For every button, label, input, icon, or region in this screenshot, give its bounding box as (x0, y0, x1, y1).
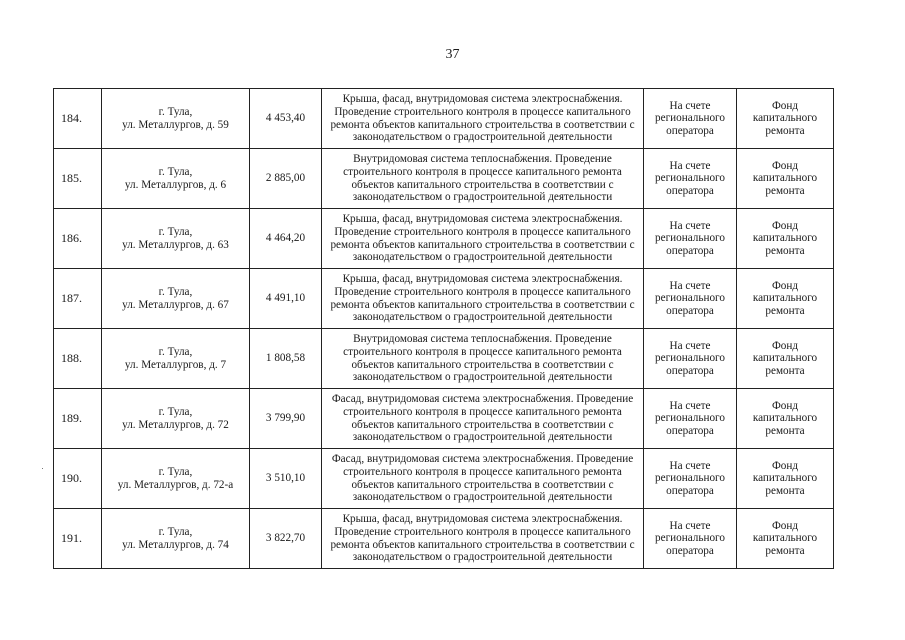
works-table (53, 88, 834, 569)
address-street: ул. Металлургов, д. 72 (122, 418, 229, 431)
works-cell: Фасад, внутридомовая система электроснабжения. Проведение строительного контроля в процессе капитального ремонта объектов капитального строительства в соответствии с законодательством о градостроительной деятельности (322, 389, 644, 449)
scan-speck (42, 468, 43, 469)
table-row (54, 509, 834, 569)
address-cell (102, 209, 250, 269)
area-cell: 4 464,20 (250, 209, 322, 269)
account-cell: На счете регионального оператора (644, 329, 737, 389)
account-cell: На счете регионального оператора (644, 389, 737, 449)
address-street: ул. Металлургов, д. 72-а (117, 478, 234, 491)
page-number: 37 (445, 47, 460, 62)
works-cell: Крыша, фасад, внутридомовая система электроснабжения. Проведение строительного контроля в процессе капитального ремонта объектов капитального строительства в соответствии с законодательством о градостроительной деятельности (322, 209, 644, 269)
address-cell (102, 89, 250, 149)
address-city: г. Тула, (158, 345, 193, 358)
table-row (54, 209, 834, 269)
address-city: г. Тула, (158, 525, 193, 538)
area-cell: 3 510,10 (250, 449, 322, 509)
area-cell: 1 808,58 (250, 329, 322, 389)
table-row (54, 329, 834, 389)
address-cell (102, 449, 250, 509)
account-cell: На счете регионального оператора (644, 89, 737, 149)
address-city: г. Тула, (158, 165, 193, 178)
address-city: г. Тула, (158, 285, 193, 298)
works-cell: Внутридомовая система теплоснабжения. Проведение строительного контроля в процессе капитального ремонта объектов капитального строительства в соответствии с законодательством о градостроительной деятельности (322, 149, 644, 209)
address-street: ул. Металлургов, д. 63 (122, 238, 229, 251)
account-cell: На счете регионального оператора (644, 449, 737, 509)
address-city: г. Тула, (158, 405, 193, 418)
address-city: г. Тула, (158, 465, 193, 478)
address-cell (102, 509, 250, 569)
address-cell (102, 269, 250, 329)
area-cell: 4 453,40 (250, 89, 322, 149)
area-cell: 3 799,90 (250, 389, 322, 449)
row-number: 187. (54, 269, 102, 329)
address-street: ул. Металлургов, д. 6 (124, 178, 227, 191)
address-street: ул. Металлургов, д. 59 (122, 118, 229, 131)
area-cell: 2 885,00 (250, 149, 322, 209)
fund-cell: Фонд капитального ремонта (737, 329, 834, 389)
works-cell: Фасад, внутридомовая система электроснабжения. Проведение строительного контроля в процессе капитального ремонта объектов капитального строительства в соответствии с законодательством о градостроительной деятельности (322, 449, 644, 509)
works-cell: Внутридомовая система теплоснабжения. Проведение строительного контроля в процессе капитального ремонта объектов капитального строительства в соответствии с законодательством о градостроительной деятельности (322, 329, 644, 389)
address-street: ул. Металлургов, д. 67 (122, 298, 229, 311)
row-number: 191. (54, 509, 102, 569)
address-street: ул. Металлургов, д. 74 (122, 538, 229, 551)
address-city: г. Тула, (158, 225, 193, 238)
fund-cell: Фонд капитального ремонта (737, 389, 834, 449)
row-number: 184. (54, 89, 102, 149)
address-cell (102, 149, 250, 209)
fund-cell: Фонд капитального ремонта (737, 449, 834, 509)
address-cell (102, 389, 250, 449)
table-row (54, 149, 834, 209)
table-row (54, 269, 834, 329)
row-number: 189. (54, 389, 102, 449)
row-number: 190. (54, 449, 102, 509)
table-row (54, 89, 834, 149)
account-cell: На счете регионального оператора (644, 509, 737, 569)
address-cell (102, 329, 250, 389)
table-row (54, 449, 834, 509)
fund-cell: Фонд капитального ремонта (737, 509, 834, 569)
account-cell: На счете регионального оператора (644, 149, 737, 209)
works-cell: Крыша, фасад, внутридомовая система электроснабжения. Проведение строительного контроля в процессе капитального ремонта объектов капитального строительства в соответствии с законодательством о градостроительной деятельности (322, 269, 644, 329)
row-number: 185. (54, 149, 102, 209)
fund-cell: Фонд капитального ремонта (737, 89, 834, 149)
area-cell: 3 822,70 (250, 509, 322, 569)
fund-cell: Фонд капитального ремонта (737, 149, 834, 209)
area-cell: 4 491,10 (250, 269, 322, 329)
row-number: 188. (54, 329, 102, 389)
fund-cell: Фонд капитального ремонта (737, 269, 834, 329)
works-cell: Крыша, фасад, внутридомовая система электроснабжения. Проведение строительного контроля в процессе капитального ремонта объектов капитального строительства в соответствии с законодательством о градостроительной деятельности (322, 89, 644, 149)
row-number: 186. (54, 209, 102, 269)
works-cell: Крыша, фасад, внутридомовая система электроснабжения. Проведение строительного контроля в процессе капитального ремонта объектов капитального строительства в соответствии с законодательством о градостроительной деятельности (322, 509, 644, 569)
account-cell: На счете регионального оператора (644, 269, 737, 329)
fund-cell: Фонд капитального ремонта (737, 209, 834, 269)
account-cell: На счете регионального оператора (644, 209, 737, 269)
address-city: г. Тула, (158, 105, 193, 118)
table-row (54, 389, 834, 449)
address-street: ул. Металлургов, д. 7 (124, 358, 227, 371)
